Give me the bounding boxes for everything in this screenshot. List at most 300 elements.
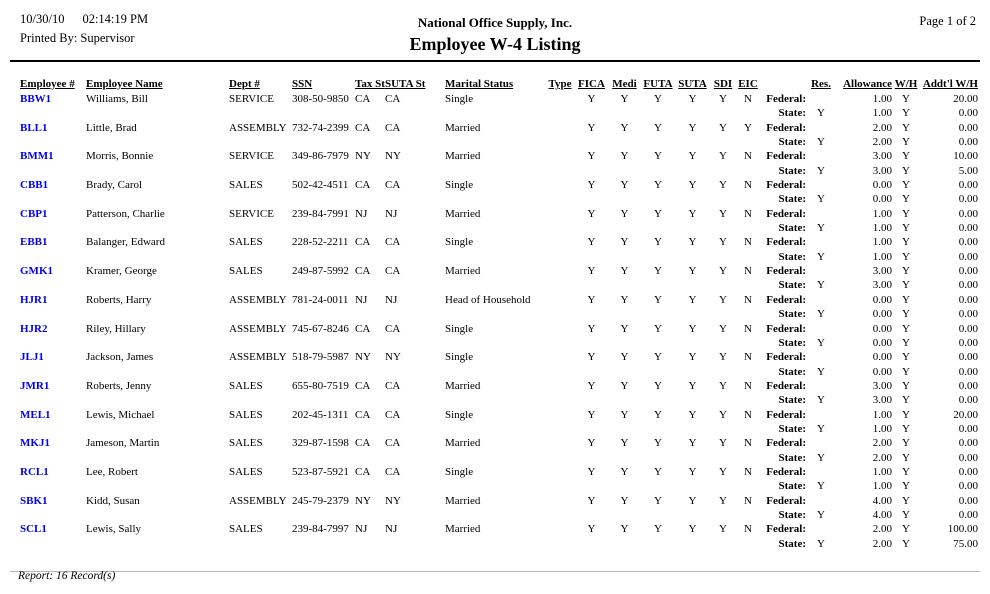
- report-title: Employee W-4 Listing: [409, 34, 581, 54]
- col-header-addtl-wh: Addt'l W/H: [922, 78, 978, 90]
- cell-state-addtl-wh: 0.00: [958, 107, 978, 120]
- cell-eic: N: [744, 93, 752, 105]
- cell-state-wh: Y: [902, 136, 910, 149]
- cell-federal-tax-level-label: Federal:: [766, 523, 806, 536]
- employee-state-row: [20, 250, 978, 264]
- cell-marital-status: Married: [445, 150, 481, 163]
- cell-state-allowance: 1.00: [872, 107, 892, 120]
- cell-state-tax-level-label: State:: [778, 107, 806, 120]
- cell-state-res: Y: [817, 394, 825, 407]
- cell-federal-addtl-wh: 0.00: [958, 351, 978, 364]
- cell-state-res: Y: [817, 164, 825, 177]
- employee-state-row: [20, 278, 978, 292]
- cell-suta: Y: [688, 179, 697, 192]
- cell-federal-wh: Y: [902, 121, 910, 134]
- cell-suta: Y: [688, 465, 697, 478]
- cell-federal-allowance: 0.00: [872, 322, 892, 335]
- cell-federal-res: [806, 149, 836, 163]
- cell-sdi: Y: [719, 265, 727, 278]
- cell-type: [545, 235, 575, 249]
- col-header-medi: Medi: [612, 78, 637, 90]
- cell-state-res: Y: [817, 508, 825, 521]
- cell-futa: Y: [654, 179, 662, 192]
- cell-fica: Y: [587, 494, 596, 507]
- cell-federal-res: [806, 121, 836, 135]
- cell-empty: [20, 221, 760, 235]
- cell-employee-id[interactable]: HJR1: [20, 293, 48, 306]
- cell-state-allowance: 3.00: [872, 394, 892, 407]
- cell-state-allowance: 1.00: [872, 222, 892, 235]
- cell-state-tax-level-label: State:: [778, 365, 806, 378]
- cell-tax-st: CA: [355, 236, 371, 249]
- cell-federal-addtl-wh: 0.00: [958, 236, 978, 249]
- cell-state-wh: Y: [902, 193, 910, 206]
- employee-state-row: [20, 422, 978, 436]
- cell-sdi: Y: [719, 523, 727, 536]
- cell-type: [545, 436, 575, 450]
- cell-federal-allowance: 2.00: [872, 121, 892, 134]
- cell-ssn: 523-87-5921: [292, 465, 349, 478]
- employee-federal-row: [20, 494, 978, 508]
- cell-federal-allowance: 1.00: [872, 465, 892, 478]
- cell-state-addtl-wh: 0.00: [958, 508, 978, 521]
- cell-employee-name: Lewis, Sally: [86, 523, 141, 536]
- cell-federal-allowance: 0.00: [872, 351, 892, 364]
- cell-federal-res: [806, 207, 836, 221]
- cell-suta-st: CA: [385, 93, 401, 105]
- employee-state-row: [20, 221, 978, 235]
- cell-federal-tax-level-label: Federal:: [766, 322, 806, 335]
- cell-state-addtl-wh: 0.00: [958, 279, 978, 292]
- cell-fica: Y: [587, 150, 596, 163]
- cell-state-tax-level-label: State:: [778, 508, 806, 521]
- cell-federal-res: [806, 522, 836, 536]
- cell-employee-id[interactable]: BBW1: [20, 93, 52, 105]
- cell-eic: N: [744, 379, 752, 392]
- cell-fica: Y: [587, 93, 596, 105]
- employee-state-row: [20, 365, 978, 379]
- cell-federal-addtl-wh: 20.00: [953, 408, 978, 421]
- cell-sdi: Y: [719, 121, 727, 134]
- cell-state-addtl-wh: 0.00: [958, 336, 978, 349]
- cell-sdi: Y: [719, 93, 727, 105]
- cell-employee-id[interactable]: MKJ1: [20, 437, 50, 450]
- cell-state-res: Y: [817, 336, 825, 349]
- employee-federal-row: [20, 322, 978, 336]
- cell-eic: N: [744, 351, 752, 364]
- cell-federal-res: [806, 350, 836, 364]
- cell-employee-name: Brady, Carol: [86, 179, 143, 192]
- cell-dept: ASSEMBLY: [229, 351, 287, 364]
- cell-federal-tax-level-label: Federal:: [766, 465, 806, 478]
- cell-suta-st: NJ: [385, 207, 398, 220]
- cell-futa: Y: [654, 494, 662, 507]
- cell-medi: Y: [620, 465, 629, 478]
- cell-medi: Y: [620, 322, 629, 335]
- col-header-fica: FICA: [578, 78, 605, 90]
- cell-federal-wh: Y: [902, 236, 910, 249]
- cell-state-addtl-wh: 5.00: [958, 164, 978, 177]
- cell-sdi: Y: [719, 437, 727, 450]
- cell-state-allowance: 0.00: [872, 336, 892, 349]
- cell-dept: SALES: [229, 379, 263, 392]
- cell-federal-tax-level-label: Federal:: [766, 494, 806, 507]
- cell-state-addtl-wh: 0.00: [958, 394, 978, 407]
- cell-empty: [20, 508, 760, 522]
- cell-suta: Y: [688, 494, 697, 507]
- cell-suta-st: NJ: [385, 293, 398, 306]
- cell-tax-st: NY: [355, 351, 371, 364]
- cell-federal-allowance: 0.00: [872, 179, 892, 192]
- cell-eic: N: [744, 494, 752, 507]
- cell-state-res: Y: [817, 279, 825, 292]
- cell-state-addtl-wh: 0.00: [958, 222, 978, 235]
- cell-employee-id[interactable]: RCL1: [20, 465, 49, 478]
- cell-eic: N: [744, 150, 752, 163]
- cell-employee-name: Roberts, Jenny: [86, 379, 152, 392]
- cell-employee-id[interactable]: BLL1: [20, 121, 48, 134]
- cell-state-addtl-wh: 0.00: [958, 193, 978, 206]
- cell-federal-allowance: 0.00: [872, 293, 892, 306]
- employee-state-row: [20, 135, 978, 149]
- cell-marital-status: Single: [445, 408, 474, 421]
- cell-ssn: 349-86-7979: [292, 150, 349, 163]
- cell-employee-id[interactable]: CBB1: [20, 179, 49, 192]
- cell-suta: Y: [688, 150, 697, 163]
- employee-federal-row: [20, 293, 978, 307]
- cell-state-tax-level-label: State:: [778, 279, 806, 292]
- cell-federal-res: [806, 408, 836, 422]
- cell-eic: N: [744, 207, 752, 220]
- cell-state-tax-level-label: State:: [778, 480, 806, 493]
- cell-federal-res: [806, 436, 836, 450]
- cell-dept: ASSEMBLY: [229, 322, 287, 335]
- cell-federal-res: [806, 235, 836, 249]
- cell-employee-id[interactable]: BMM1: [20, 150, 54, 163]
- cell-tax-st: NJ: [355, 293, 368, 306]
- cell-employee-name: Lee, Robert: [86, 465, 138, 478]
- cell-dept: SALES: [229, 236, 263, 249]
- cell-marital-status: Married: [445, 523, 481, 536]
- cell-futa: Y: [654, 150, 662, 163]
- cell-empty: [20, 393, 760, 407]
- cell-federal-addtl-wh: 0.00: [958, 322, 978, 335]
- cell-state-allowance: 2.00: [872, 451, 892, 464]
- report-header: [0, 0, 990, 60]
- cell-employee-name: Jameson, Martin: [86, 437, 160, 450]
- cell-federal-res: [806, 178, 836, 192]
- cell-eic: N: [744, 408, 752, 421]
- cell-employee-id[interactable]: JLJ1: [20, 351, 44, 364]
- cell-state-addtl-wh: 0.00: [958, 365, 978, 378]
- cell-state-res: Y: [817, 222, 825, 235]
- cell-tax-st: CA: [355, 379, 371, 392]
- col-header-ssn: SSN: [292, 78, 313, 90]
- cell-marital-status: Single: [445, 236, 474, 249]
- col-header-employee-id: Employee #: [20, 78, 75, 90]
- cell-federal-addtl-wh: 10.00: [953, 150, 978, 163]
- cell-type: [545, 293, 575, 307]
- cell-sdi: Y: [719, 322, 727, 335]
- col-header-futa: FUTA: [643, 78, 673, 90]
- cell-ssn: 329-87-1598: [292, 437, 349, 450]
- cell-state-res: Y: [817, 136, 825, 149]
- cell-fica: Y: [587, 379, 596, 392]
- cell-tax-st: CA: [355, 121, 371, 134]
- cell-employee-name: Morris, Bonnie: [86, 150, 154, 163]
- cell-ssn: 502-42-4511: [292, 179, 349, 192]
- cell-fica: Y: [587, 437, 596, 450]
- cell-empty: [20, 422, 760, 436]
- record-count: Report: 16 Record(s): [18, 570, 116, 582]
- cell-federal-wh: Y: [902, 207, 910, 220]
- cell-federal-tax-level-label: Federal:: [766, 437, 806, 450]
- cell-medi: Y: [620, 494, 629, 507]
- cell-federal-res: [806, 264, 836, 278]
- cell-employee-id[interactable]: GMK1: [20, 265, 53, 278]
- cell-medi: Y: [620, 207, 629, 220]
- cell-federal-allowance: 1.00: [872, 236, 892, 249]
- cell-eic: Y: [744, 121, 752, 134]
- cell-tax-st: CA: [355, 408, 371, 421]
- employee-state-row: [20, 336, 978, 350]
- footer-rule: [10, 571, 980, 572]
- cell-medi: Y: [620, 408, 629, 421]
- cell-state-tax-level-label: State:: [778, 222, 806, 235]
- cell-federal-wh: Y: [902, 293, 910, 306]
- cell-sdi: Y: [719, 351, 727, 364]
- cell-type: [545, 149, 575, 163]
- cell-suta: Y: [688, 408, 697, 421]
- cell-ssn: 732-74-2399: [292, 121, 349, 134]
- cell-employee-name: Kramer, George: [86, 265, 157, 278]
- cell-futa: Y: [654, 265, 662, 278]
- employee-federal-row: [20, 207, 978, 221]
- cell-dept: SERVICE: [229, 207, 274, 220]
- cell-state-allowance: 2.00: [872, 136, 892, 149]
- cell-eic: N: [744, 322, 752, 335]
- cell-state-wh: Y: [902, 107, 910, 120]
- cell-fica: Y: [587, 265, 596, 278]
- employee-state-row: [20, 192, 978, 206]
- cell-state-tax-level-label: State:: [778, 308, 806, 321]
- cell-state-tax-level-label: State:: [778, 250, 806, 263]
- print-date: 10/30/10: [20, 12, 65, 26]
- cell-employee-id[interactable]: SBK1: [20, 494, 48, 507]
- employee-federal-row: [20, 408, 978, 422]
- cell-state-wh: Y: [902, 222, 910, 235]
- cell-ssn: 239-84-7997: [292, 523, 349, 536]
- cell-state-wh: Y: [902, 394, 910, 407]
- cell-futa: Y: [654, 351, 662, 364]
- cell-state-addtl-wh: 0.00: [958, 136, 978, 149]
- cell-marital-status: Married: [445, 265, 481, 278]
- cell-sdi: Y: [719, 408, 727, 421]
- cell-federal-addtl-wh: 0.00: [958, 179, 978, 192]
- cell-federal-allowance: 1.00: [872, 93, 892, 105]
- cell-employee-id[interactable]: SCL1: [20, 523, 47, 536]
- cell-type: [545, 322, 575, 336]
- cell-federal-tax-level-label: Federal:: [766, 265, 806, 278]
- cell-federal-wh: Y: [902, 322, 910, 335]
- cell-dept: SALES: [229, 265, 263, 278]
- cell-state-res: Y: [817, 308, 825, 321]
- cell-marital-status: Single: [445, 465, 474, 478]
- cell-futa: Y: [654, 293, 662, 306]
- cell-federal-tax-level-label: Federal:: [766, 408, 806, 421]
- cell-employee-name: Jackson, James: [86, 351, 154, 364]
- cell-tax-st: NY: [355, 494, 371, 507]
- cell-federal-addtl-wh: 20.00: [953, 93, 978, 105]
- cell-sdi: Y: [719, 150, 727, 163]
- cell-federal-res: [806, 494, 836, 508]
- cell-suta: Y: [688, 523, 697, 536]
- cell-employee-name: Patterson, Charlie: [86, 207, 165, 220]
- cell-futa: Y: [654, 93, 662, 105]
- cell-tax-st: CA: [355, 265, 371, 278]
- cell-medi: Y: [620, 121, 629, 134]
- cell-state-addtl-wh: 0.00: [958, 480, 978, 493]
- company-name: National Office Supply, Inc.: [417, 15, 573, 30]
- employee-state-row: [20, 393, 978, 407]
- cell-suta-st: CA: [385, 179, 401, 192]
- cell-employee-id[interactable]: EBB1: [20, 236, 48, 249]
- col-header-res: Res.: [811, 78, 831, 90]
- cell-futa: Y: [654, 236, 662, 249]
- cell-state-tax-level-label: State:: [778, 164, 806, 177]
- cell-employee-name: Lewis, Michael: [86, 408, 155, 421]
- cell-employee-id[interactable]: HJR2: [20, 322, 48, 335]
- cell-medi: Y: [620, 379, 629, 392]
- cell-federal-tax-level-label: Federal:: [766, 351, 806, 364]
- cell-state-res: Y: [817, 451, 825, 464]
- cell-medi: Y: [620, 437, 629, 450]
- cell-employee-id[interactable]: CBP1: [20, 207, 48, 220]
- cell-state-res: Y: [817, 107, 825, 120]
- cell-federal-tax-level-label: Federal:: [766, 150, 806, 163]
- cell-tax-st: NY: [355, 150, 371, 163]
- cell-federal-tax-level-label: Federal:: [766, 121, 806, 134]
- cell-suta-st: NY: [385, 150, 401, 163]
- cell-state-addtl-wh: 0.00: [958, 250, 978, 263]
- cell-empty: [20, 307, 760, 321]
- cell-state-tax-level-label: State:: [778, 537, 806, 550]
- cell-eic: N: [744, 236, 752, 249]
- cell-state-allowance: 2.00: [872, 537, 892, 550]
- cell-federal-wh: Y: [902, 523, 910, 536]
- cell-eic: N: [744, 293, 752, 306]
- printed-by-label: Printed By:: [20, 31, 78, 45]
- col-header-sdi: SDI: [713, 78, 733, 90]
- cell-employee-id[interactable]: JMR1: [20, 379, 50, 392]
- cell-tax-st: CA: [355, 437, 371, 450]
- cell-dept: SERVICE: [229, 150, 274, 163]
- cell-dept: SALES: [229, 179, 263, 192]
- cell-sdi: Y: [719, 293, 727, 306]
- cell-state-res: Y: [817, 537, 825, 550]
- cell-federal-res: [806, 379, 836, 393]
- cell-suta: Y: [688, 322, 697, 335]
- cell-dept: ASSEMBLY: [229, 121, 287, 134]
- cell-suta: Y: [688, 236, 697, 249]
- employee-state-row: [20, 307, 978, 321]
- cell-federal-allowance: 1.00: [872, 207, 892, 220]
- cell-fica: Y: [587, 322, 596, 335]
- employee-federal-row: [20, 522, 978, 536]
- cell-state-tax-level-label: State:: [778, 422, 806, 435]
- cell-suta-st: CA: [385, 437, 401, 450]
- col-header-eic: EIC: [738, 78, 758, 90]
- cell-employee-name: Balanger, Edward: [86, 236, 165, 249]
- cell-futa: Y: [654, 379, 662, 392]
- cell-state-wh: Y: [902, 308, 910, 321]
- cell-suta-st: CA: [385, 322, 401, 335]
- cell-suta: Y: [688, 121, 697, 134]
- cell-suta-st: CA: [385, 236, 401, 249]
- employee-federal-row: [20, 350, 978, 364]
- cell-state-tax-level-label: State:: [778, 394, 806, 407]
- employee-federal-row: [20, 92, 978, 106]
- cell-federal-allowance: 3.00: [872, 265, 892, 278]
- cell-suta: Y: [688, 437, 697, 450]
- cell-suta-st: NJ: [385, 523, 398, 536]
- cell-marital-status: Married: [445, 207, 481, 220]
- cell-medi: Y: [620, 351, 629, 364]
- cell-type: [545, 465, 575, 479]
- cell-state-allowance: 0.00: [872, 193, 892, 206]
- cell-suta-st: CA: [385, 408, 401, 421]
- printed-by-value: Supervisor: [80, 31, 135, 45]
- cell-state-allowance: 3.00: [872, 279, 892, 292]
- cell-employee-name: Kidd, Susan: [86, 494, 140, 507]
- cell-fica: Y: [587, 179, 596, 192]
- employee-federal-row: [20, 379, 978, 393]
- cell-federal-allowance: 2.00: [872, 437, 892, 450]
- cell-empty: [20, 365, 760, 379]
- cell-state-wh: Y: [902, 451, 910, 464]
- cell-federal-wh: Y: [902, 351, 910, 364]
- cell-ssn: 655-80-7519: [292, 379, 349, 392]
- cell-federal-addtl-wh: 0.00: [958, 207, 978, 220]
- cell-ssn: 518-79-5987: [292, 351, 349, 364]
- cell-futa: Y: [654, 322, 662, 335]
- cell-employee-id[interactable]: MEL1: [20, 408, 51, 421]
- cell-state-wh: Y: [902, 537, 910, 550]
- cell-employee-name: Williams, Bill: [86, 93, 148, 105]
- cell-state-allowance: 3.00: [872, 164, 892, 177]
- cell-empty: [20, 451, 760, 465]
- cell-medi: Y: [620, 236, 629, 249]
- cell-suta: Y: [688, 93, 697, 105]
- cell-state-allowance: 0.00: [872, 308, 892, 321]
- cell-federal-addtl-wh: 0.00: [958, 379, 978, 392]
- cell-empty: [20, 250, 760, 264]
- cell-state-wh: Y: [902, 164, 910, 177]
- cell-federal-addtl-wh: 0.00: [958, 121, 978, 134]
- cell-federal-wh: Y: [902, 150, 910, 163]
- cell-state-allowance: 1.00: [872, 480, 892, 493]
- cell-federal-allowance: 3.00: [872, 150, 892, 163]
- cell-federal-wh: Y: [902, 265, 910, 278]
- cell-federal-addtl-wh: 0.00: [958, 437, 978, 450]
- cell-marital-status: Married: [445, 121, 481, 134]
- cell-futa: Y: [654, 437, 662, 450]
- cell-ssn: 245-79-2379: [292, 494, 349, 507]
- cell-tax-st: NJ: [355, 207, 368, 220]
- cell-suta: Y: [688, 351, 697, 364]
- cell-federal-addtl-wh: 0.00: [958, 494, 978, 507]
- employee-federal-row: [20, 264, 978, 278]
